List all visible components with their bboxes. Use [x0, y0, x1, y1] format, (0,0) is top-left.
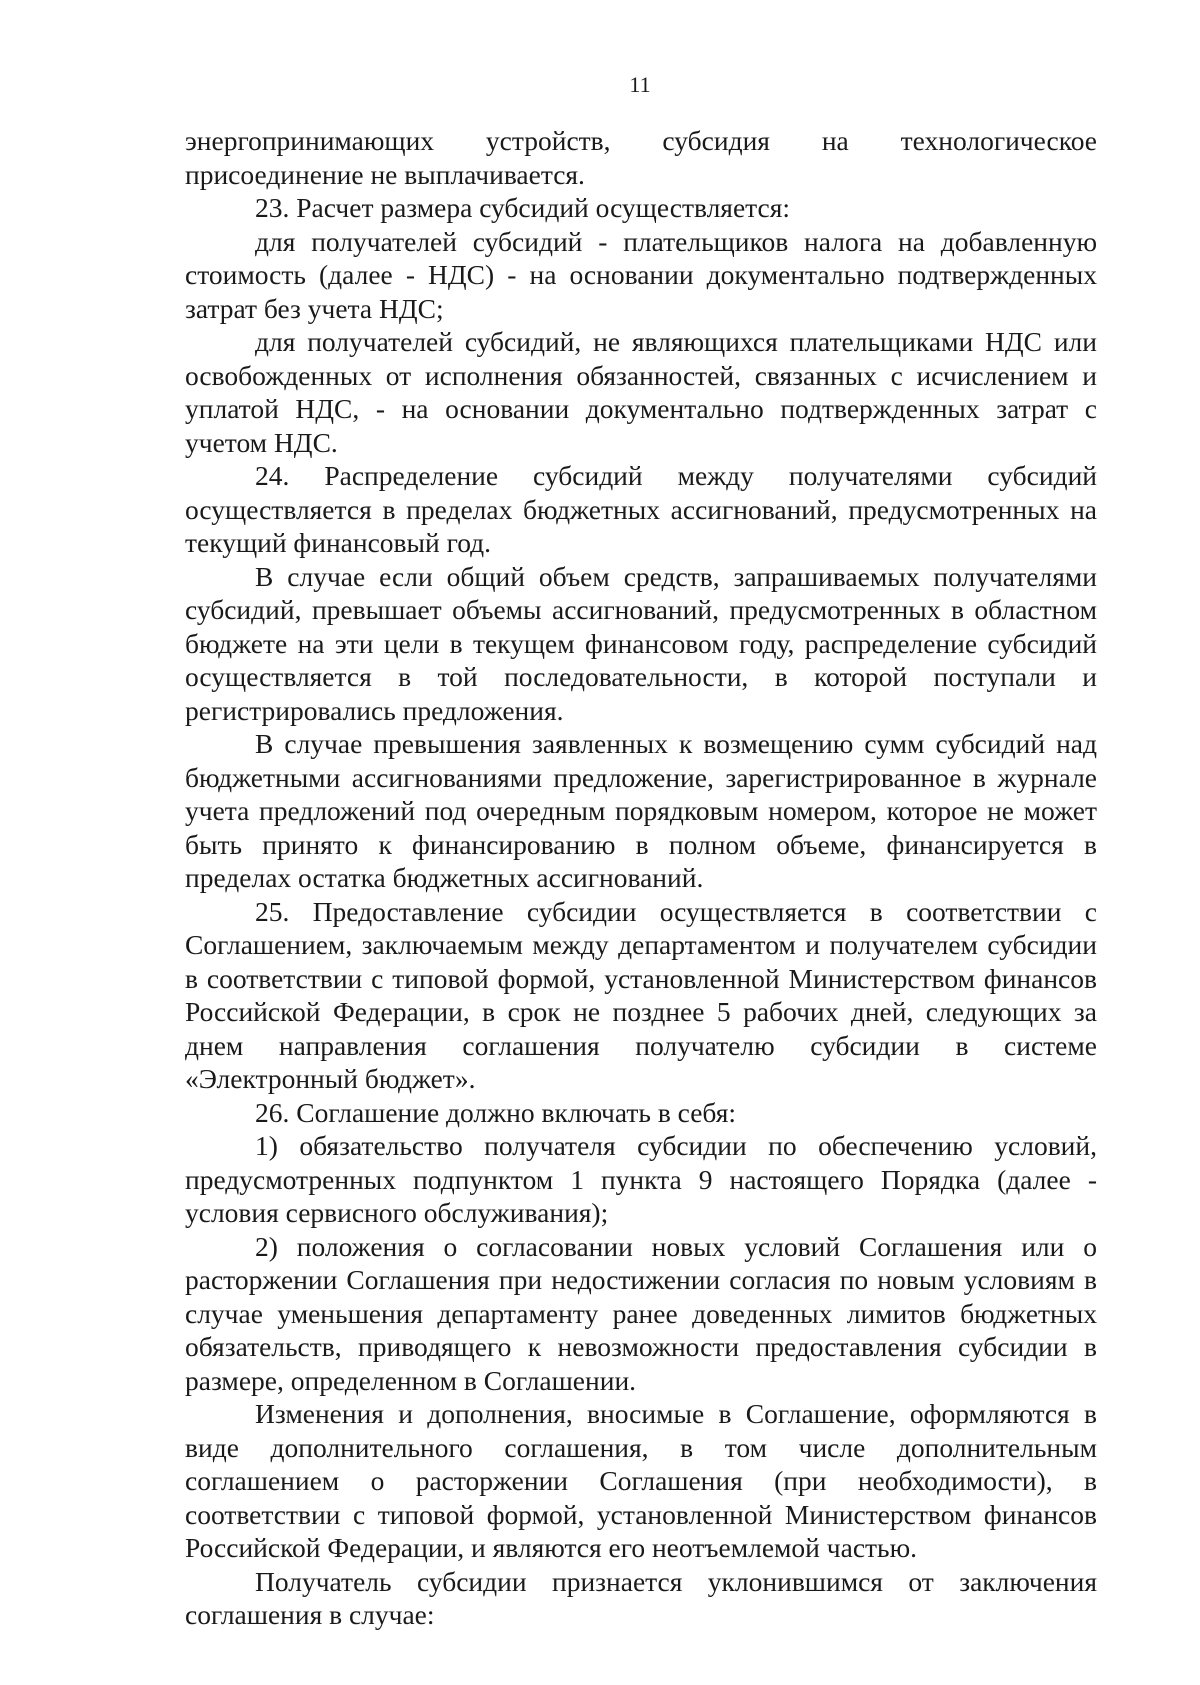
paragraph-item-1: 1) обязательство получателя субсидии по обеспечению условий, предусмотренных подпунктом 1 пункта 9 настоящего Порядка (далее - условия сервисного обслуживания); — [185, 1130, 1097, 1228]
paragraph-item-2: 2) положения о согласовании новых условий Соглашения или о расторжении Соглашения при недостижении согласия по новым условиям в случае уменьшения департаменту ранее доведенных лимитов бюджетных обязательств, приводящего к невозможности предоставления субсидии в размере, определенном в Соглашении. — [185, 1230, 1097, 1396]
page-number: 11 — [629, 72, 651, 97]
document-body — [185, 124, 1097, 1632]
paragraph-clause-23: 23. Расчет размера субсидий осуществляется: — [255, 192, 791, 223]
paragraph-evasion: Получатель субсидии признается уклонившимся от заключения соглашения в случае: — [185, 1565, 1097, 1630]
paragraph-excess-claims: В случае превышения заявленных к возмещению сумм субсидий над бюджетными ассигнованиями предложение, зарегистрированное в журнале учета предложений под очередным порядковым номером, которое не может быть принято к финансированию в полном объеме, финансируется в пределах остатка бюджетных ассигнований. — [185, 728, 1097, 893]
paragraph-continuation: энергопринимающих устройств, субсидия на технологическое присоединение не выплачивается. — [185, 125, 1097, 190]
paragraph-amendments: Изменения и дополнения, вносимые в Соглашение, оформляются в виде дополнительного соглашения, в том числе дополнительным соглашением о расторжении Соглашения (при необходимости), в соответствии с типовой формой, установленной Министерством финансов Российской Федерации, и являются его неотъемлемой частью. — [185, 1398, 1097, 1563]
paragraph-clause-25: 25. Предоставление субсидии осуществляется в соответствии с Соглашением, заключаемым между департаментом и получателем субсидии в соответствии с типовой формой, установленной Министерством финансов Российской Федерации, в срок не позднее 5 рабочих дней, следующих за днем направления соглашения получателю субсидии в системе «Электронный бюджет». — [185, 895, 1097, 1094]
paragraph-non-vat-payers: для получателей субсидий, не являющихся плательщиками НДС или освобожденных от исполнения обязанностей, связанных с исчислением и уплатой НДС, - на основании документально подтвержденных затрат с учетом НДС. — [185, 326, 1097, 458]
paragraph-excess-requests: В случае если общий объем средств, запрашиваемых получателями субсидий, превышает объемы ассигнований, предусмотренных в областном бюджете на эти цели в текущем финансовом году, распределение субсидий осуществляется в той последовательности, в которой поступали и регистрировались предложения. — [185, 560, 1097, 726]
paragraph-clause-26: 26. Соглашение должно включать в себя: — [255, 1096, 737, 1128]
paragraph-clause-24: 24. Распределение субсидий между получателями субсидий осуществляется в пределах бюджетных ассигнований, предусмотренных на текущий финансовый год. — [185, 460, 1097, 558]
paragraph-vat-payers: для получателей субсидий - плательщиков налога на добавленную стоимость (далее - НДС) - на основании документально подтвержденных затрат без учета НДС; — [185, 225, 1097, 324]
